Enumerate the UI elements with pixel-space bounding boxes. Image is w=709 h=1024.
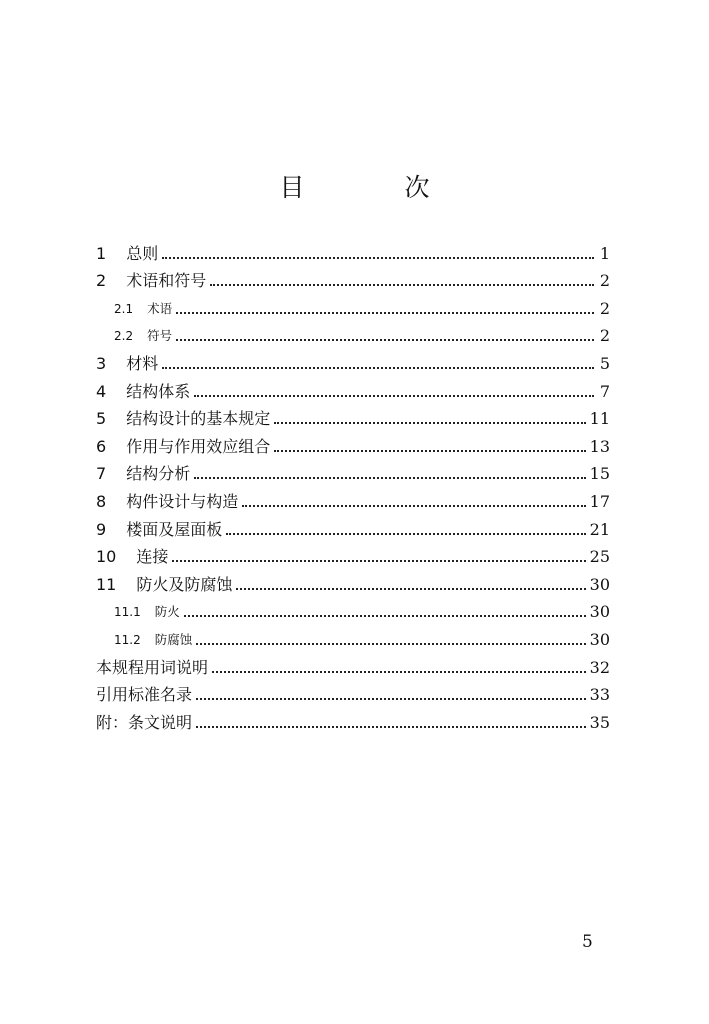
toc-entry-page: 33 bbox=[589, 685, 610, 705]
toc-entry[interactable] bbox=[96, 429, 610, 457]
toc-entry-label: 作用与作用效应组合 bbox=[126, 436, 271, 456]
dot-leader bbox=[196, 698, 586, 700]
toc-entry-label: 结构体系 bbox=[126, 381, 191, 401]
dot-leader bbox=[210, 284, 594, 286]
dot-leader bbox=[242, 505, 585, 507]
dot-leader bbox=[194, 395, 594, 397]
toc-entry-number: 8 bbox=[96, 491, 107, 511]
toc-entry-number: 6 bbox=[96, 436, 107, 456]
toc-entry[interactable] bbox=[96, 705, 610, 733]
toc-entry-page: 11 bbox=[589, 409, 610, 429]
toc-entry[interactable] bbox=[96, 346, 610, 374]
dot-leader bbox=[236, 588, 585, 590]
toc-entry-page: 7 bbox=[599, 381, 610, 401]
toc-entry-number: 1 bbox=[96, 243, 107, 263]
toc-entry-label: 术语 bbox=[147, 300, 173, 316]
toc-entry-page: 13 bbox=[589, 436, 610, 456]
toc-entry-label: 结构设计的基本规定 bbox=[126, 409, 271, 429]
dot-leader bbox=[226, 533, 585, 535]
toc-entry[interactable] bbox=[96, 374, 610, 402]
toc-entry-label: 楼面及屋面板 bbox=[126, 519, 223, 539]
toc-entry-page: 2 bbox=[599, 326, 610, 346]
toc-entry-label: 防火 bbox=[154, 604, 180, 620]
dot-leader bbox=[172, 560, 585, 562]
toc-entry-number: 10 bbox=[96, 547, 117, 567]
toc-entry-number: 2.1 bbox=[114, 301, 134, 316]
toc-entry-page: 2 bbox=[599, 271, 610, 291]
table-of-contents bbox=[96, 236, 610, 733]
toc-entry-label: 本规程用词说明 bbox=[96, 657, 209, 677]
toc-entry-page: 30 bbox=[589, 574, 610, 594]
toc-entry-page: 35 bbox=[589, 712, 610, 732]
toc-entry-page: 1 bbox=[599, 243, 610, 263]
toc-entry-number: 7 bbox=[96, 464, 107, 484]
page-title: 目 次 bbox=[279, 173, 476, 202]
dot-leader bbox=[274, 422, 585, 424]
toc-entry-number: 4 bbox=[96, 381, 107, 401]
toc-entry[interactable] bbox=[96, 264, 610, 292]
toc-entry[interactable] bbox=[96, 291, 610, 319]
toc-entry-page: 32 bbox=[589, 657, 610, 677]
dot-leader bbox=[184, 615, 586, 617]
toc-entry-label: 防火及防腐蚀 bbox=[136, 574, 233, 594]
toc-entry[interactable] bbox=[96, 236, 610, 264]
page-number: 5 bbox=[582, 932, 593, 952]
toc-entry[interactable] bbox=[96, 567, 610, 595]
toc-entry-label: 附：条文说明 bbox=[96, 712, 193, 732]
toc-entry-number: 2 bbox=[96, 271, 107, 291]
toc-entry[interactable] bbox=[96, 540, 610, 568]
toc-entry[interactable] bbox=[96, 402, 610, 430]
dot-leader bbox=[274, 450, 585, 452]
toc-entry-page: 5 bbox=[599, 353, 610, 373]
toc-entry[interactable] bbox=[96, 622, 610, 650]
toc-entry-number: 2.2 bbox=[114, 329, 134, 344]
toc-entry[interactable] bbox=[96, 678, 610, 706]
toc-entry[interactable] bbox=[96, 319, 610, 347]
dot-leader bbox=[196, 726, 586, 728]
toc-entry-page: 17 bbox=[589, 491, 610, 511]
toc-entry-page: 15 bbox=[589, 464, 610, 484]
toc-entry[interactable] bbox=[96, 512, 610, 540]
toc-entry-number: 11 bbox=[96, 574, 117, 594]
dot-leader bbox=[194, 477, 585, 479]
toc-entry-label: 符号 bbox=[147, 328, 173, 344]
toc-entry-number: 9 bbox=[96, 519, 107, 539]
toc-entry-page: 30 bbox=[589, 629, 610, 649]
dot-leader bbox=[162, 367, 594, 369]
toc-entry[interactable] bbox=[96, 484, 610, 512]
toc-entry-page: 30 bbox=[589, 602, 610, 622]
toc-entry[interactable] bbox=[96, 650, 610, 678]
dot-leader bbox=[196, 643, 585, 645]
toc-entry-label: 总则 bbox=[126, 243, 159, 263]
toc-entry-number: 3 bbox=[96, 353, 107, 373]
toc-entry-page: 21 bbox=[589, 519, 610, 539]
toc-entry[interactable] bbox=[96, 457, 610, 485]
toc-entry-number: 11.1 bbox=[114, 605, 141, 620]
toc-entry-label: 引用标准名录 bbox=[96, 685, 193, 705]
toc-entry-label: 连接 bbox=[136, 547, 169, 567]
toc-entry-label: 材料 bbox=[126, 353, 159, 373]
toc-entry-label: 结构分析 bbox=[126, 464, 191, 484]
toc-entry-label: 构件设计与构造 bbox=[126, 491, 239, 511]
dot-leader bbox=[162, 257, 594, 259]
dot-leader bbox=[176, 312, 594, 314]
toc-entry-number: 5 bbox=[96, 409, 107, 429]
toc-entry-number: 11.2 bbox=[114, 632, 141, 647]
toc-entry-label: 术语和符号 bbox=[126, 271, 207, 291]
dot-leader bbox=[212, 671, 586, 673]
toc-entry-label: 防腐蚀 bbox=[154, 631, 193, 647]
dot-leader bbox=[176, 339, 594, 341]
toc-entry[interactable] bbox=[96, 595, 610, 623]
toc-entry-page: 2 bbox=[599, 298, 610, 318]
toc-entry-page: 25 bbox=[589, 547, 610, 567]
